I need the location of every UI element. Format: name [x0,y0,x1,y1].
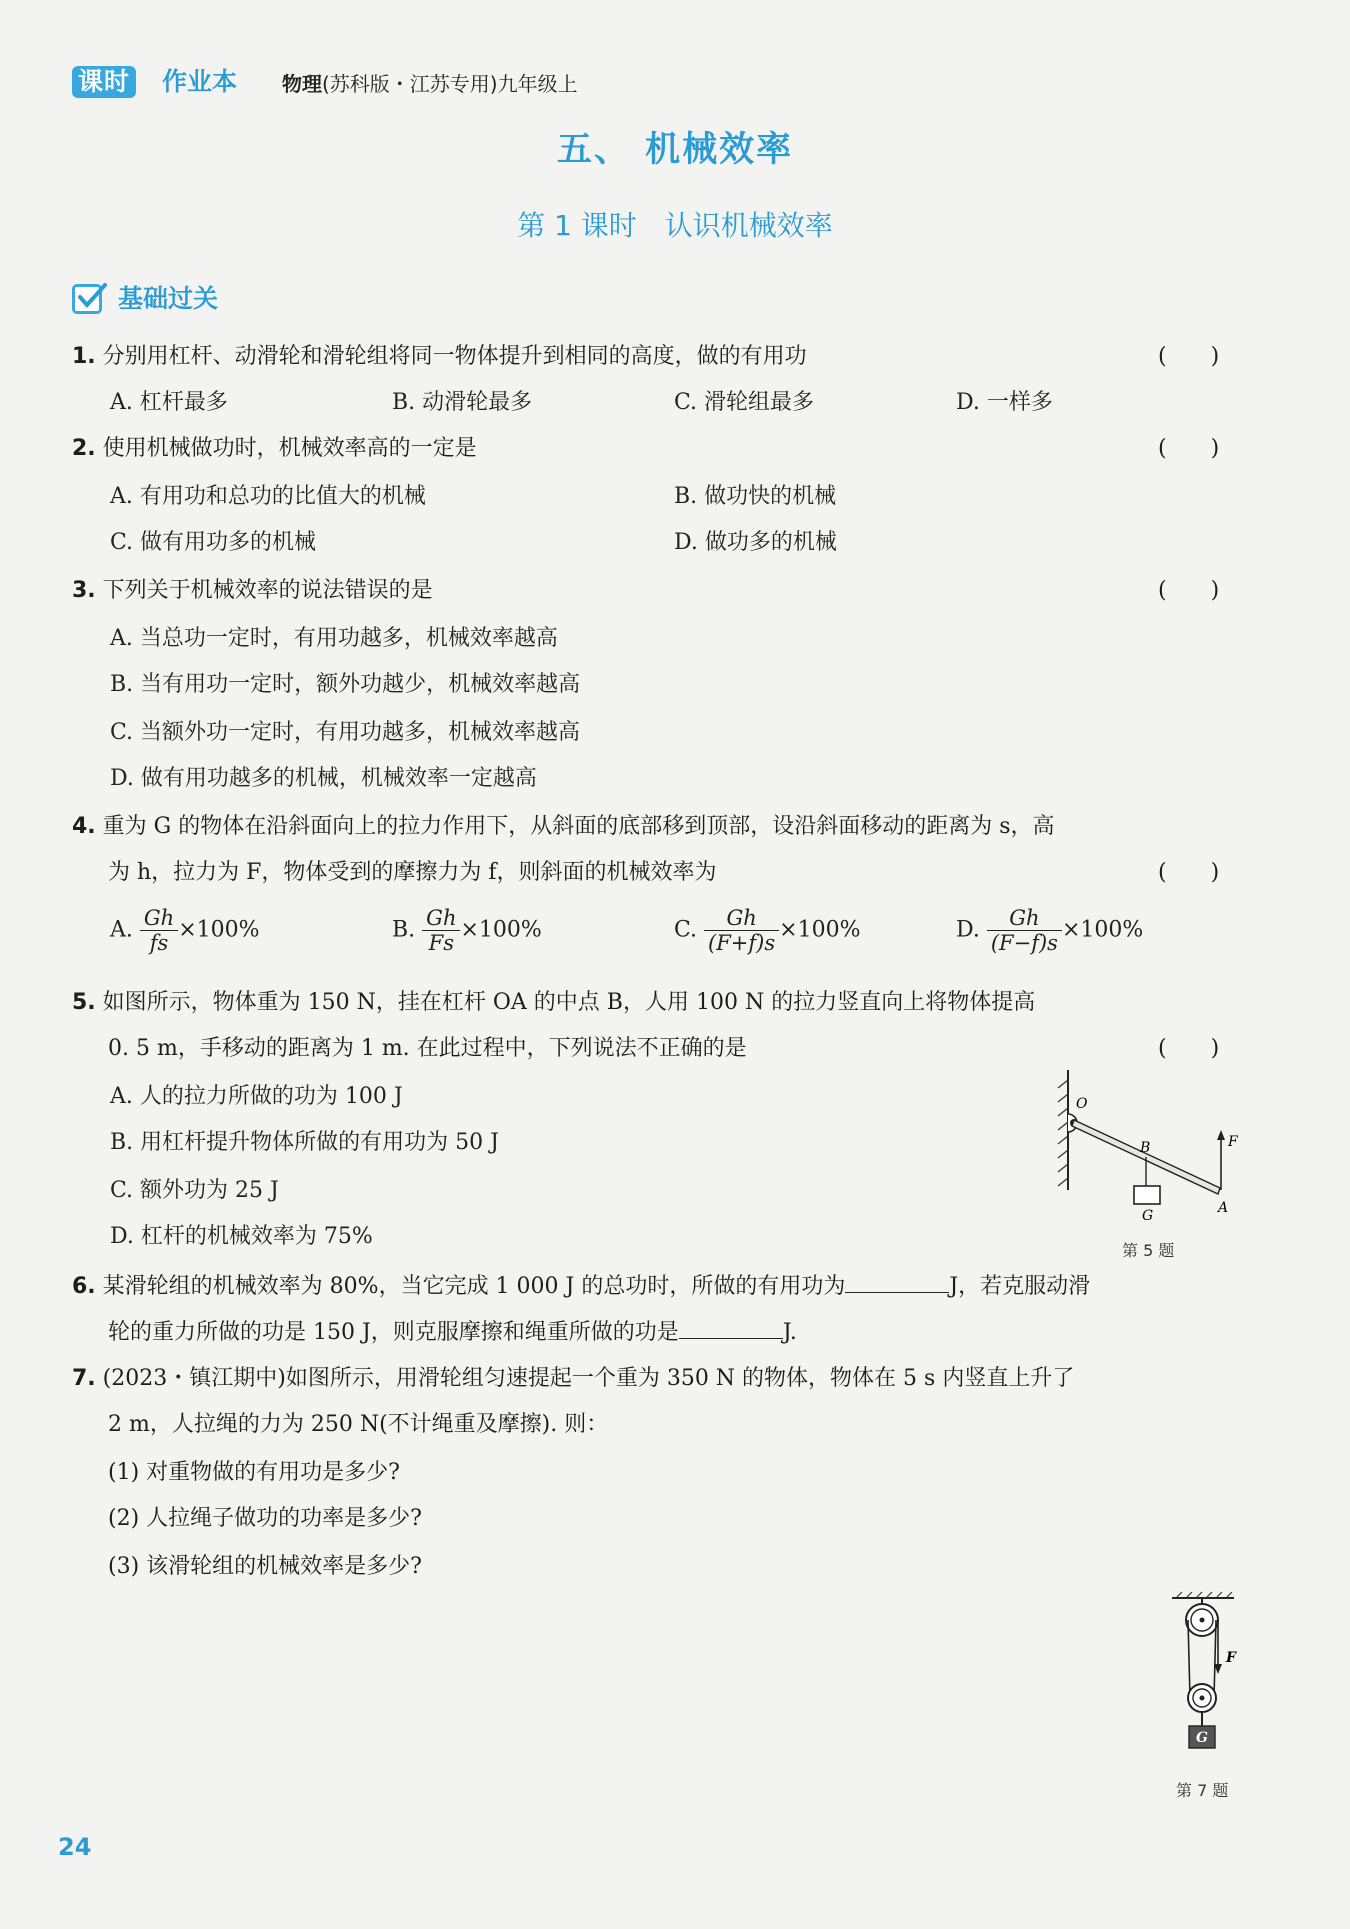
question-number: 5. [72,990,96,1015]
sub-question-3: (3) 该滑轮组的机械效率是多少? [108,1554,422,1579]
question-number: 2. [72,436,96,461]
option-d: D. 杠杆的机械效率为 75% [110,1224,373,1249]
option-a: A. 杠杆最多 [110,390,228,415]
question-stem-line-1: (2023・镇江期中)如图所示，用滑轮组匀速提起一个重为 350 N 的物体，物体在 5 s 内竖直上升了 [102,1366,1075,1391]
lesson-title: 第 1 课时 认识机械效率 [517,209,833,242]
edition-label: (苏科版・江苏专用)九年级上 [322,72,578,96]
question-stem-line-2: 为 h，拉力为 F，物体受到的摩擦力为 f，则斜面的机械效率为 [108,860,717,885]
question-number: 3. [72,578,96,603]
checkbox-icon [72,284,102,314]
wall-hatch [1058,1080,1068,1186]
label-o: O [1076,1096,1088,1112]
option-d: D. 做功多的机械 [674,530,837,555]
option-c: C. 做有用功多的机械 [110,530,317,555]
label-f: F [1226,1650,1236,1666]
question-2 [72,434,477,464]
question-6: 6. 某滑轮组的机械效率为 80%，当它完成 1 000 J 的总功时，所做的有用功为 J，若克服动滑 [72,1270,1090,1302]
brand-logo: 课时 [72,66,136,98]
question-number: 4. [72,814,96,839]
option-b: B. 动滑轮最多 [392,390,533,415]
question-stem: 使用机械做功时，机械效率高的一定是 [102,436,477,461]
label-b: B [1140,1140,1151,1156]
question-text: 某滑轮组的机械效率为 80%，当它完成 1 000 J 的总功时，所做的有用功为 [102,1274,846,1299]
question-3 [72,576,433,606]
sub-question-2: (2) 人拉绳子做功的功率是多少? [108,1506,422,1531]
figure-7-caption: 第 7 题 [1176,1781,1229,1800]
section-title: 基础过关 [118,284,219,313]
option-d: D. 一样多 [956,390,1053,415]
question-stem: 下列关于机械效率的说法错误的是 [102,578,433,603]
option-d: D. 做有用功越多的机械，机械效率一定越高 [110,766,537,791]
question-number: 6. [72,1274,96,1299]
answer-blank-1[interactable] [845,1270,949,1293]
label-g: G [1196,1730,1208,1746]
question-stem-line-1: 重为 G 的物体在沿斜面向上的拉力作用下，从斜面的底部移到顶部，设沿斜面移动的距离为 s，高 [102,814,1055,839]
book-info [282,70,578,98]
option-c: C. 额外功为 25 J [110,1178,279,1203]
brand-name: 作业本 [162,67,238,96]
option-d: D. $\frac{Gh}{(F-f)s}$ ×100% [956,906,1144,955]
option-b: B. 用杠杆提升物体所做的有用功为 50 J [110,1130,499,1155]
question-stem-line-2: 0. 5 m，手移动的距离为 1 m. 在此过程中，下列说法不正确的是 [108,1036,747,1061]
lever-figure [1050,1060,1250,1220]
option-c: C. 滑轮组最多 [674,390,815,415]
question-stem: 分别用杠杆、动滑轮和滑轮组将同一物体提升到相同的高度，做的有用功 [102,344,807,369]
answer-paren: ( ) [1158,1036,1220,1061]
option-c: C. $\frac{Gh}{(F+f)s}$ ×100% [674,906,861,955]
label-f: F [1228,1134,1238,1150]
answer-paren: ( ) [1158,436,1220,461]
option-b: B. 当有用功一定时，额外功越少，机械效率越高 [110,672,581,697]
answer-blank-2[interactable] [679,1316,783,1339]
answer-paren: ( ) [1158,860,1220,885]
option-a: A. $\frac{Gh}{fs}$ ×100% [110,906,260,955]
fraction: $\frac{Gh}{(F-f)s}$ [987,906,1062,955]
option-a: A. 有用功和总功的比值大的机械 [110,484,426,509]
sub-question-1: (1) 对重物做的有用功是多少? [108,1460,400,1485]
answer-paren: ( ) [1158,344,1220,369]
subject-label: 物理 [282,72,322,96]
answer-paren: ( ) [1158,578,1220,603]
fraction: $\frac{Gh}{fs}$ [140,906,178,955]
question-stem-line-1: 如图所示，物体重为 150 N，挂在杠杆 OA 的中点 B，人用 100 N 的拉力竖直向上将物体提高 [102,990,1036,1015]
question-6-line-2: 轮的重力所做的功是 150 J，则克服摩擦和绳重所做的功是 J. [108,1316,797,1348]
fraction: $\frac{Gh}{Fs}$ [422,906,460,955]
option-b: B. $\frac{Gh}{Fs}$ ×100% [392,906,542,955]
fraction: $\frac{Gh}{(F+f)s}$ [704,906,779,955]
question-4 [72,812,1055,842]
moving-pulley-axle [1200,1696,1205,1701]
label-g: G [1142,1208,1154,1220]
option-c: C. 当额外功一定时，有用功越多，机械效率越高 [110,720,581,745]
question-5 [72,988,1035,1018]
option-b: B. 做功快的机械 [674,484,837,509]
question-stem-line-2: 2 m，人拉绳的力为 250 N(不计绳重及摩擦). 则： [108,1412,609,1437]
pulley-figure [1160,1590,1260,1770]
option-a: A. 当总功一定时，有用功越多，机械效率越高 [110,626,558,651]
weight-block [1134,1186,1160,1204]
figure-5-caption: 第 5 题 [1122,1241,1175,1260]
option-a: A. 人的拉力所做的功为 100 J [110,1084,403,1109]
label-a: A [1218,1200,1229,1216]
question-7 [72,1364,1074,1394]
question-number: 7. [72,1366,96,1391]
arrow-head [1217,1130,1225,1140]
chapter-title: 五、 机械效率 [556,130,794,170]
page-number: 24 [58,1833,92,1861]
question-number: 1. [72,344,96,369]
question-1 [72,342,807,372]
fixed-pulley-axle [1200,1618,1205,1623]
